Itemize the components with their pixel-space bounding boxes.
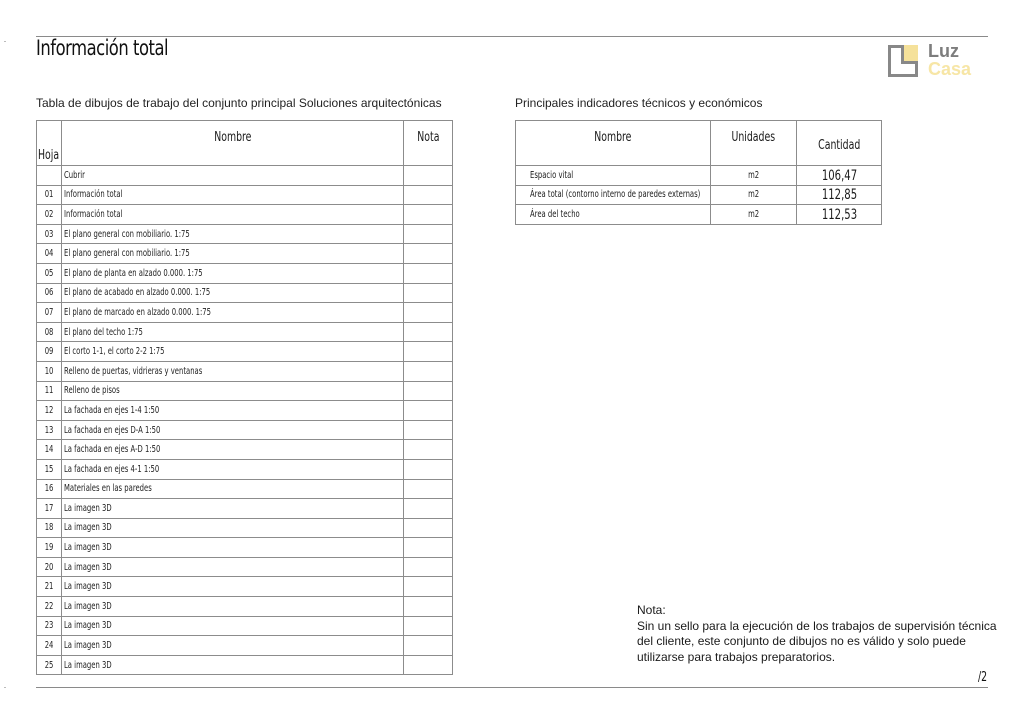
sheet-note [404,224,453,244]
sheet-row [37,557,453,577]
indicator-row [516,205,882,225]
sheet-name: La fachada en ejes 1-4 1:50 [62,401,404,421]
sheet-name: La imagen 3D [62,616,404,636]
sheet-name: El plano de marcado en alzado 0.000. 1:75 [62,303,404,323]
sheet-number: 19 [37,538,62,558]
logo-mark-fill [901,45,918,64]
sheet-note [404,283,453,303]
sheet-note [404,557,453,577]
sheet-number: 01 [37,185,62,205]
sheet-number: 20 [37,557,62,577]
indicator-quantity: 112,53 [797,205,882,225]
sheet-row [37,420,453,440]
sheet-row [37,185,453,205]
sheet-name: El plano general con mobiliario. 1:75 [62,224,404,244]
sheet-number: 14 [37,440,62,460]
sheet-note [404,303,453,323]
sheet-row [37,440,453,460]
sheet-row [37,361,453,381]
sheet-name: El plano de acabado en alzado 0.000. 1:75 [62,283,404,303]
logo-text-casa: Casa [928,59,972,79]
sheet-name: El plano del techo 1:75 [62,322,404,342]
sheet-name: La fachada en ejes 4-1 1:50 [62,459,404,479]
indicator-unit: m2 [711,166,797,186]
indicator-row [516,166,882,186]
sheet-number: 08 [37,322,62,342]
sheets-table [36,120,453,675]
sheet-number: 12 [37,401,62,421]
sheet-note [404,440,453,460]
sheet-row [37,597,453,617]
sheet-name: Información total [62,205,404,225]
indicator-row [516,185,882,205]
sheet-note [404,342,453,362]
sheet-name: Relleno de puertas, vidrieras y ventanas [62,361,404,381]
sheet-note [404,166,453,186]
sheet-number: 24 [37,636,62,656]
indicator-quantity: 106,47 [797,166,882,186]
indicators-header-row [516,121,882,166]
sheet-name: La imagen 3D [62,557,404,577]
sheet-number: 23 [37,616,62,636]
sheet-row [37,616,453,636]
sheet-row [37,655,453,675]
indicator-unit: m2 [711,185,797,205]
sheets-header-row [37,121,453,166]
sheet-name: Cubrir [62,166,404,186]
sheet-name: Materiales en las paredes [62,479,404,499]
logo-text-luz: Luz [928,41,959,61]
sheet-name: La imagen 3D [62,518,404,538]
sheet-row [37,342,453,362]
sheet-name: El plano de planta en alzado 0.000. 1:75 [62,263,404,283]
header-nombre: Nombre [516,121,711,166]
indicator-unit: m2 [711,205,797,225]
note-block [637,603,997,665]
page-number: /2 [978,670,988,685]
sheet-name: La imagen 3D [62,577,404,597]
sheet-number: 17 [37,499,62,519]
sheet-number: 22 [37,597,62,617]
header-hoja: Hoja [37,121,62,166]
sheet-name: Información total [62,185,404,205]
sheet-number: 18 [37,518,62,538]
header-cantidad: Cantidad [797,121,882,166]
sheet-number: 07 [37,303,62,323]
sheet-number: 21 [37,577,62,597]
sheet-name: La fachada en ejes D-A 1:50 [62,420,404,440]
sheets-table-caption: Tabla de dibujos de trabajo del conjunto principal Soluciones arquitectónicas [36,96,442,110]
sheet-row [37,283,453,303]
sheet-number: 06 [37,283,62,303]
sheet-row [37,224,453,244]
sheet-note [404,597,453,617]
sheet-note [404,381,453,401]
indicator-name: Área total (contorno interno de paredes externas) [516,185,711,205]
sheet-row [37,381,453,401]
sheet-name: La imagen 3D [62,538,404,558]
sheet-number: 13 [37,420,62,440]
indicator-name: Área del techo [516,205,711,225]
indicator-name: Espacio vital [516,166,711,186]
sheet-row [37,244,453,264]
sheet-row [37,322,453,342]
sheet-row [37,205,453,225]
sheet-number [37,166,62,186]
sheet-name: Relleno de pisos [62,381,404,401]
edge-mark [4,687,6,688]
sheet-note [404,499,453,519]
sheet-number: 16 [37,479,62,499]
edge-mark [4,41,6,42]
sheet-name: El plano general con mobiliario. 1:75 [62,244,404,264]
bottom-rule [36,687,988,688]
sheet-number: 05 [37,263,62,283]
note-label: Nota: [637,603,666,617]
sheet-row [37,166,453,186]
indicators-table-caption: Principales indicadores técnicos y económicos [515,96,763,110]
sheet-row [37,538,453,558]
sheet-note [404,518,453,538]
sheet-note [404,616,453,636]
sheet-note [404,655,453,675]
sheet-row [37,303,453,323]
header-unidades: Unidades [711,121,797,166]
sheet-note [404,577,453,597]
header-nombre: Nombre [62,121,404,166]
sheet-row [37,499,453,519]
sheet-row [37,479,453,499]
sheet-number: 10 [37,361,62,381]
sheet-note [404,322,453,342]
sheet-note [404,244,453,264]
sheet-note [404,185,453,205]
top-rule [36,36,988,37]
sheet-note [404,401,453,421]
sheet-number: 04 [37,244,62,264]
page-title: Información total [36,36,169,60]
sheet-name: La imagen 3D [62,636,404,656]
sheet-number: 11 [37,381,62,401]
sheet-number: 03 [37,224,62,244]
note-text: Sin un sello para la ejecución de los trabajos de supervisión técnica del cliente, este conjunto de dibujos no es válido y solo puede utilizarse para trabajos preparatorios. [637,618,997,664]
sheet-row [37,401,453,421]
sheet-row [37,636,453,656]
sheet-note [404,420,453,440]
sheet-name: La imagen 3D [62,499,404,519]
sheet-number: 15 [37,459,62,479]
sheet-name: La imagen 3D [62,597,404,617]
sheet-note [404,479,453,499]
indicator-quantity: 112,85 [797,185,882,205]
sheet-name: La fachada en ejes A-D 1:50 [62,440,404,460]
sheet-number: 09 [37,342,62,362]
header-nota: Nota [404,121,453,166]
sheet-note [404,205,453,225]
sheet-note [404,361,453,381]
sheet-name: La imagen 3D [62,655,404,675]
sheet-row [37,518,453,538]
sheet-note [404,636,453,656]
sheet-note [404,538,453,558]
sheet-number: 02 [37,205,62,225]
sheet-number: 25 [37,655,62,675]
sheet-note [404,263,453,283]
sheet-row [37,459,453,479]
sheet-name: El corto 1-1, el corto 2-2 1:75 [62,342,404,362]
sheet-row [37,263,453,283]
indicators-table [515,120,882,225]
sheet-row [37,577,453,597]
sheet-note [404,459,453,479]
logo [887,41,982,84]
